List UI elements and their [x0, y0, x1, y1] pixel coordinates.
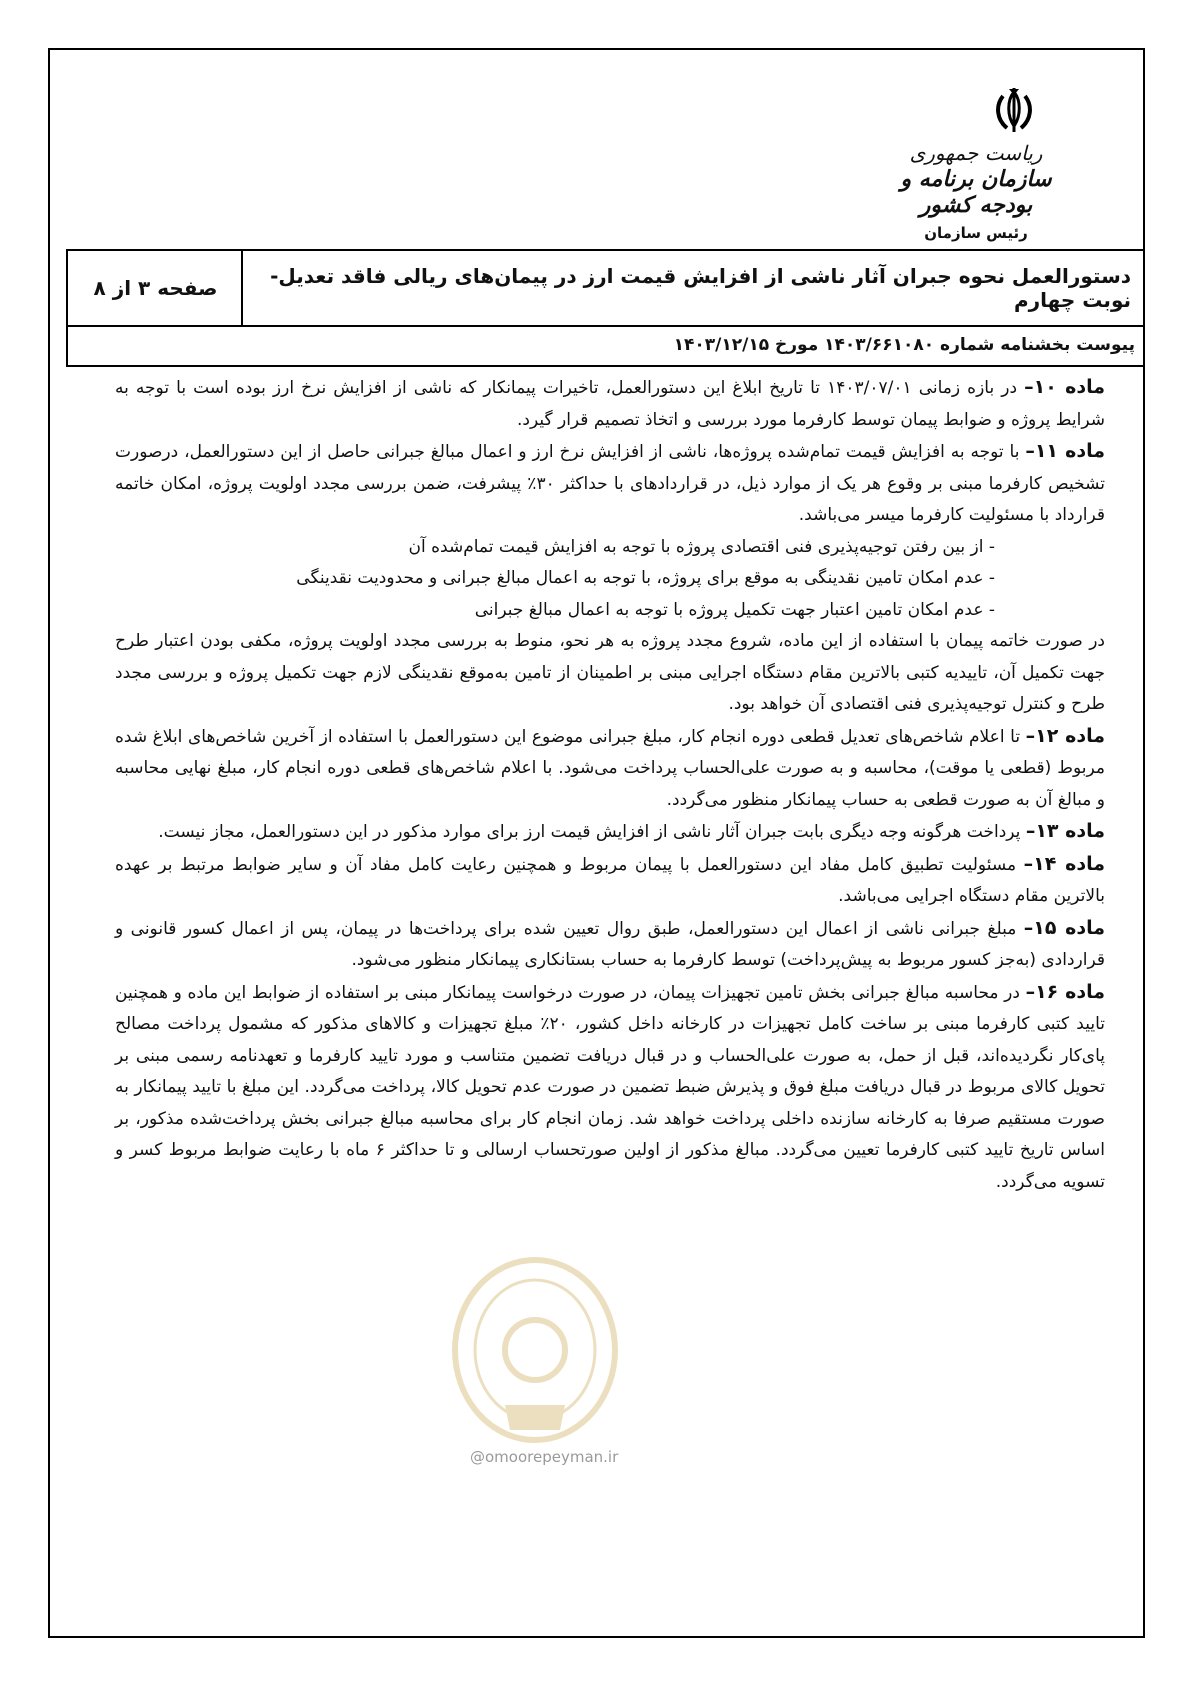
article-label: ماده ۱۲– — [1025, 724, 1106, 747]
article-16 — [115, 977, 1105, 1199]
article-text: در محاسبه مبالغ جبرانی بخش تامین تجهیزات پیمان، در صورت درخواست پیمانکار مبنی بر استفاده از ضوابط این ماده و همچنین تایید کتبی کارفرما مبنی بر ساخت کامل تجهیزات در کارخانه داخل کشور، ۲۰٪ مبلغ تجهیزات و کالاهای مذکور که مشمول پرداخت مصالح پای‌کار نگردیده‌اند، قبل از حمل، به صورت علی‌الحساب و در قبال دریافت تضمین متناسب و مورد تایید کارفرما و تعهدنامه رسمی مبنی بر تحویل کالای مربوط در قبال دریافت مبلغ فوق و پذیرش ضبط تضمین در صورت عدم تحویل کالا، پرداخت می‌گردد. این مبلغ با تایید پیمانکار به صورت مستقیم صرفا به کارخانه سازنده داخلی پرداخت خواهد شد. زمان انجام کار برای محاسبه مبالغ جبرانی بخش پرداخت‌شده مذکور، بر اساس تاریخ تایید کتبی کارفرما تعیین می‌گردد. مبالغ مذکور از اولین صورتحساب ارسالی و تا حداکثر ۶ ماه با رعایت ضوابط مربوط کسر و تسویه می‌گردد. — [115, 982, 1106, 1192]
title-table — [66, 249, 1145, 367]
article-10 — [115, 372, 1105, 436]
watermark-text: @omoorepeyman.ir — [470, 1448, 619, 1466]
list-item: - از بین رفتن توجیه‌پذیری فنی اقتصادی پروژه با توجه به افزایش قیمت تمام‌شده آن — [408, 536, 995, 557]
article-11 — [115, 436, 1105, 532]
article-text: پرداخت هرگونه وجه دیگری بابت جبران آثار ناشی از افزایش قیمت ارز برای موارد مذکور در این دستورالعمل، مجاز نیست. — [158, 822, 1026, 842]
seal-stamp-icon — [450, 1255, 620, 1445]
article-12 — [115, 721, 1105, 817]
article-label: ماده ۱۶– — [1025, 980, 1105, 1003]
org-line-presidency: ریاست جمهوری — [909, 141, 1043, 165]
article-text: با توجه به افزایش قیمت تمام‌شده پروژه‌ها، ناشی از افزایش نرخ ارز و اعمال مبالغ جبرانی حاصل از این دستورالعمل، درصورت تشخیص کارفرما مبنی بر وقوع هر یک از موارد ذیل، در قراردادهای با حداکثر ۳۰٪ پیشرفت، ضمن بررسی مجدد اولویت پروژه، امکان خاتمه قرارداد با مسئولیت کارفرما میسر می‌باشد. — [115, 442, 1105, 525]
page-number: صفحه ۳ از ۸ — [93, 276, 218, 300]
article-14 — [115, 849, 1105, 913]
document-title: دستورالعمل نحوه جبران آثار ناشی از افزایش قیمت ارز در پیمان‌های ریالی فاقد تعدیل- نوبت چهارم — [241, 251, 1143, 325]
title-row — [68, 251, 1143, 327]
article-label: ماده ۱۱– — [1025, 440, 1105, 462]
article-15 — [115, 913, 1105, 977]
article-label: ماده ۱۴– — [1023, 852, 1105, 875]
article-label: ماده ۱۰– — [1024, 376, 1105, 398]
article-label: ماده ۱۳– — [1025, 820, 1105, 842]
article-text: در بازه زمانی ۱۴۰۳/۰۷/۰۱ تا تاریخ ابلاغ این دستورالعمل، تاخیرات پیمانکار که ناشی از افزایش نرخ ارز بوده است با توجه به شرایط پروژه و ضوابط پیمان توسط کارفرما مورد بررسی و اتخاذ تصمیم قرار گیرد. — [115, 378, 1105, 430]
article-text: مبلغ جبرانی ناشی از اعمال این دستورالعمل، طبق روال تعیین شده برای پرداخت‌ها در پیمان، پس از اعمال کسور قانونی و قراردادی (به‌جز کسور مربوط به پیش‌پرداخت) توسط کارفرما به حساب بستانکاری پیمانکار منظور می‌شود. — [115, 918, 1105, 970]
iran-emblem-icon — [989, 86, 1039, 136]
list-item: - عدم امکان تامین اعتبار جهت تکمیل پروژه با توجه به اعمال مبالغ جبرانی — [474, 599, 995, 620]
org-line-head: رئیس سازمان — [924, 224, 1028, 242]
organization-header — [891, 140, 1061, 246]
org-line-organization: سازمان برنامه و بودجه کشور — [900, 166, 1052, 218]
attachment-line: پیوست بخشنامه شماره ۱۴۰۳/۶۶۱۰۸۰ مورخ ۱۴۰۳/۱۲/۱۵ — [673, 335, 1135, 355]
article-label: ماده ۱۵– — [1023, 916, 1106, 939]
article-11-paragraph: در صورت خاتمه پیمان با استفاده از این ماده، شروع مجدد پروژه به هر نحو، منوط به بررسی مجدد اولویت پروژه، مکفی بودن اعتبار طرح جهت تکمیل آن، تاییدیه کتبی بالاترین مقام دستگاه اجرایی مبنی بر اطمینان از تامین به‌موقع نقدینگی لازم جهت تکمیل پروژه و بررسی مجدد طرح و کنترل توجیه‌پذیری فنی اقتصادی آن خواهد بود. — [115, 631, 1105, 714]
article-13 — [115, 816, 1105, 849]
document-body — [115, 372, 1105, 1198]
list-item: - عدم امکان تامین نقدینگی به موقع برای پروژه، با توجه به اعمال مبالغ جبرانی و محدودیت نقدینگی — [296, 568, 995, 588]
article-text: تا اعلام شاخص‌های تعدیل قطعی دوره انجام کار، مبلغ جبرانی موضوع این دستورالعمل با استفاده از آخرین شاخص‌های ابلاغ شده مربوط (قطعی یا موقت)، محاسبه و به صورت علی‌الحساب پرداخت می‌شود. با اعلام شاخص‌های قطعی دوره انجام کار، مبلغ نهایی محاسبه و مبالغ آن به صورت قطعی به حساب پیمانکار منظور می‌گردد. — [115, 726, 1105, 810]
article-text: مسئولیت تطبیق کامل مفاد این دستورالعمل با پیمان مربوط و همچنین رعایت کامل مفاد آن و سایر ضوابط مرتبط بر عهده بالاترین مقام دستگاه اجرایی می‌باشد. — [115, 854, 1105, 906]
